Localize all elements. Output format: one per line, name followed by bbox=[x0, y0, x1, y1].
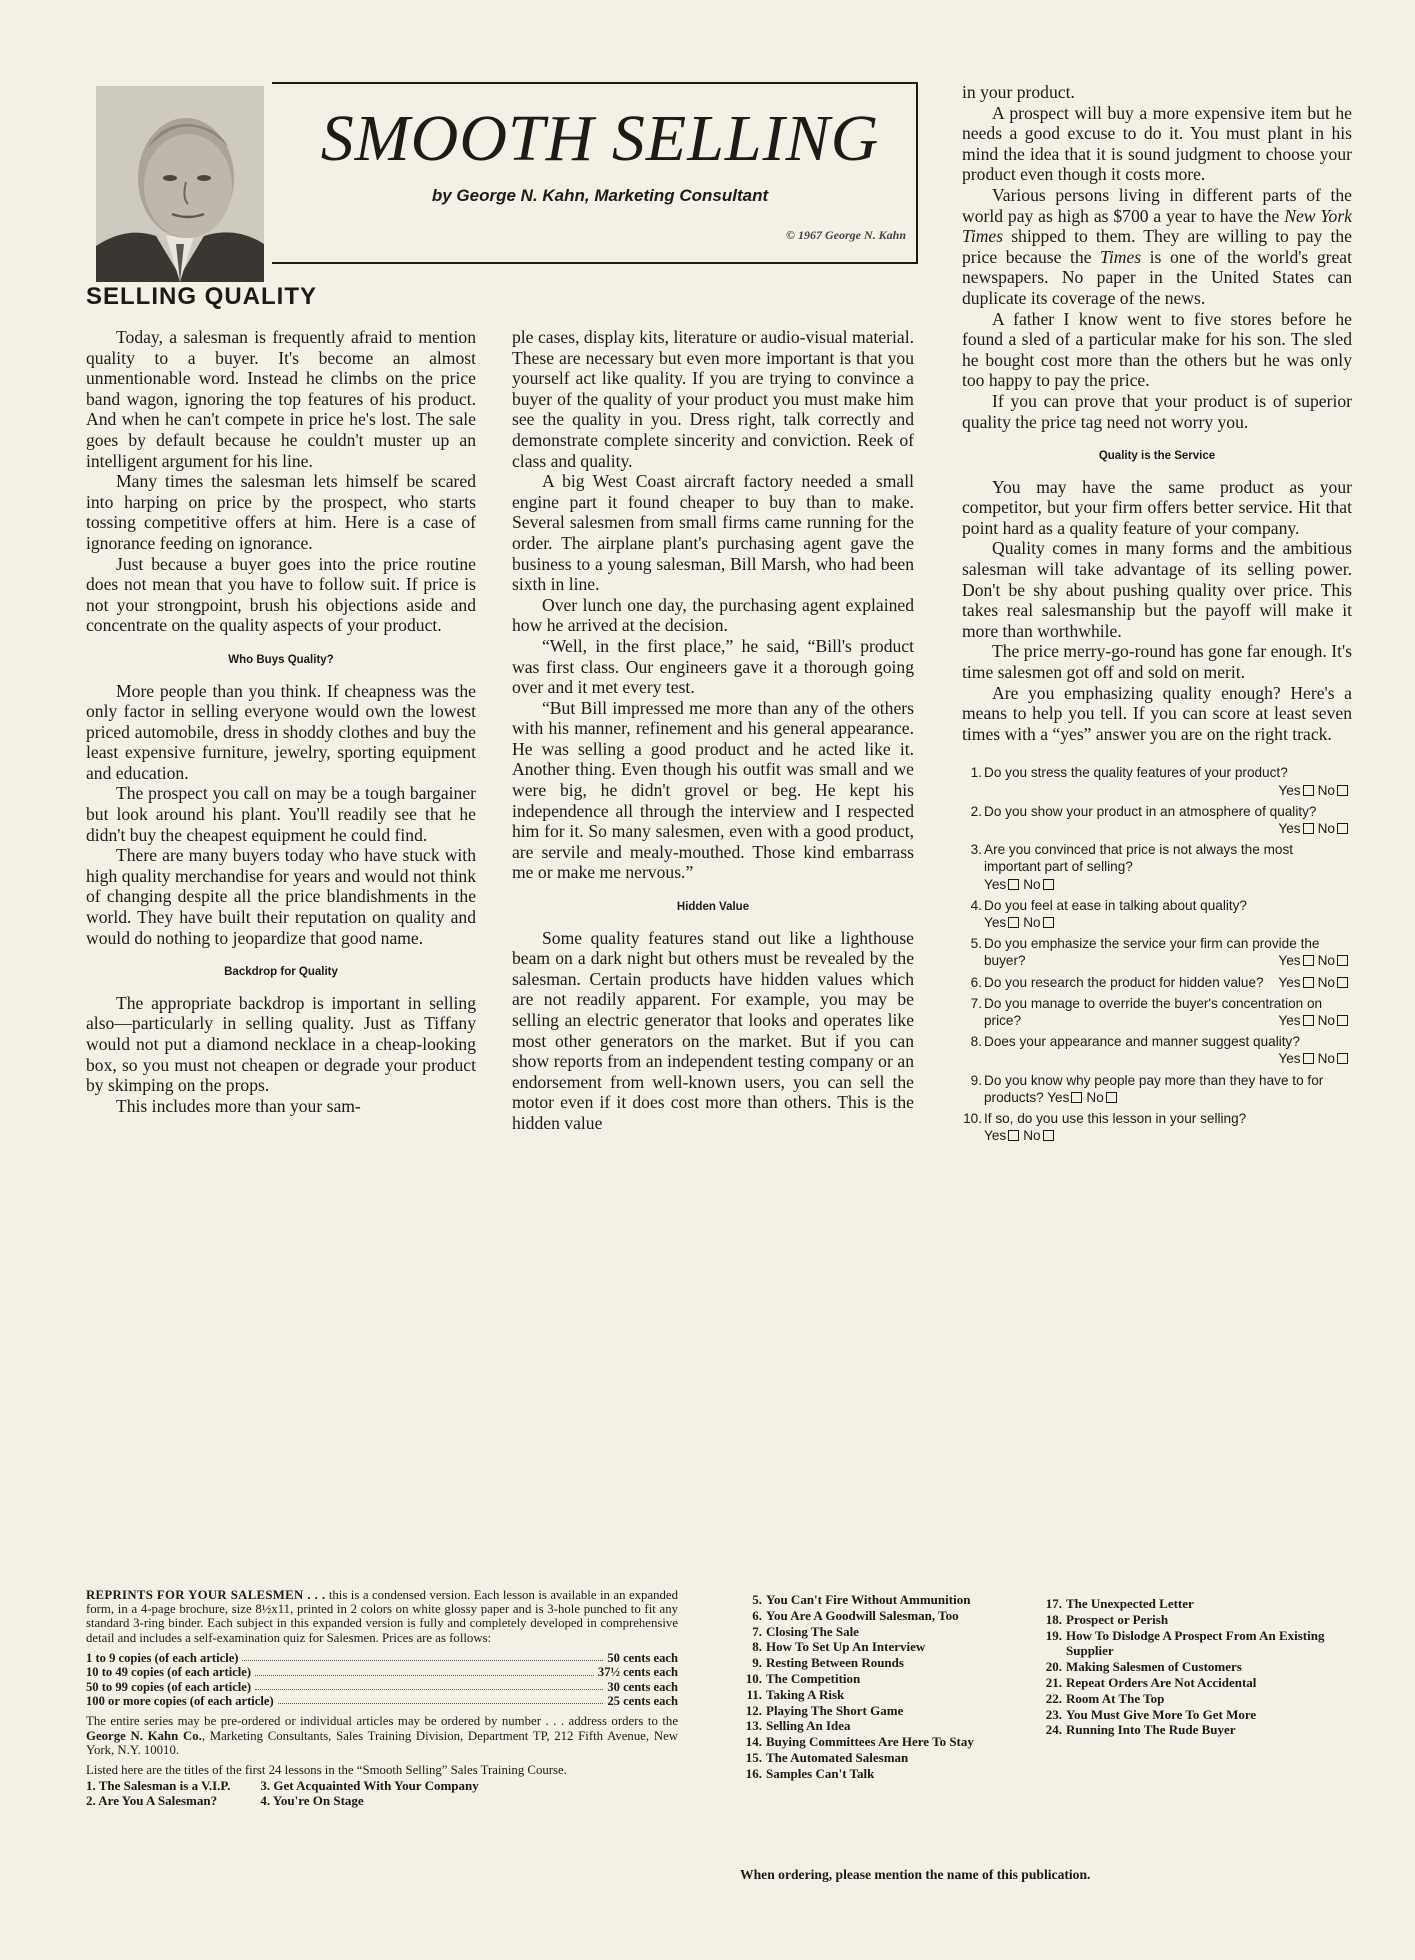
yes-label: Yes bbox=[1278, 1013, 1301, 1029]
no-checkbox[interactable] bbox=[1337, 955, 1348, 966]
question-text: Do you emphasize the service your firm can provide the buyer? bbox=[984, 936, 1320, 969]
lesson-title: How To Dislodge A Prospect From An Existing Supplier bbox=[1066, 1627, 1325, 1659]
lesson-number: 21. bbox=[1045, 1674, 1062, 1690]
publication-name: Times bbox=[1100, 246, 1142, 267]
paragraph: Today, a salesman is frequently afraid to mention quality to a buyer. It's become an almost unmentionable word. Instead he climbs on the price band wagon, ignoring the top features of his product. And when he can't compete in price he's lost. The sale goes by default because he couldn't muster up an intelligent argument for his line. bbox=[86, 327, 476, 471]
answer-options bbox=[984, 1127, 1352, 1144]
yes-checkbox[interactable] bbox=[1303, 1053, 1314, 1064]
lesson-number: 3. bbox=[260, 1778, 271, 1794]
lesson-title: The Unexpected Letter bbox=[1066, 1596, 1194, 1611]
lesson-title: The Salesman is a V.I.P. bbox=[98, 1778, 231, 1794]
byline: by George N. Kahn, Marketing Consultant bbox=[431, 186, 769, 205]
lesson-item bbox=[740, 1671, 1020, 1687]
paragraph: Just because a buyer goes into the price routine does not mean that you have to follow suit. If price is not your strongpoint, brush his objections aside and concentrate on the quality aspects of your product. bbox=[86, 553, 476, 636]
lesson-title: Running Into The Rude Buyer bbox=[1066, 1722, 1236, 1738]
lesson-number: 24. bbox=[1045, 1722, 1062, 1738]
answer-options bbox=[984, 876, 1352, 893]
lesson-number: 22. bbox=[1045, 1690, 1062, 1706]
subheading: Hidden Value bbox=[676, 901, 750, 914]
lesson-item bbox=[1040, 1659, 1330, 1675]
answer-options bbox=[984, 914, 1352, 931]
no-label: No bbox=[1086, 1089, 1104, 1105]
question-number: 6. bbox=[970, 974, 982, 990]
paragraph: There are many buyers today who have stuck with high quality merchandise for years and would not think of changing despite all the price blandishments in the world. They have built their reputation on quality and would do nothing to jeopardize that good name. bbox=[86, 845, 476, 948]
copyright-notice: © 1967 George N. Kahn bbox=[786, 228, 906, 242]
lesson-item bbox=[1040, 1707, 1330, 1723]
lesson-item bbox=[260, 1779, 478, 1793]
text-run: shipped to them. They are willing to pay the price because the bbox=[962, 226, 1352, 267]
no-checkbox[interactable] bbox=[1337, 977, 1348, 988]
lessons-first-block bbox=[86, 1779, 678, 1808]
price-quantity: 100 or more copies (of each article) bbox=[86, 1694, 274, 1709]
reprints-lead: REPRINTS FOR YOUR SALESMEN . . . bbox=[86, 1588, 326, 1602]
question-number: 4. bbox=[970, 897, 982, 913]
lessons-intro: Listed here are the titles of the first 24 lessons in the “Smooth Selling” Sales Training Course. bbox=[86, 1763, 567, 1778]
question-number: 9. bbox=[970, 1072, 982, 1088]
paragraph: More people than you think. If cheapness was the only factor in selling everyone would own the lowest priced automobile, dress in shoddy clothes and buy the least expensive furniture, jewelry, sporting equipment and education. bbox=[86, 680, 476, 783]
paragraph: A father I know went to five stores before he found a sled of a particular make for his son. The sled he bought cost more than the others but he was only too happy to pay the price. bbox=[962, 308, 1352, 391]
paragraph: Over lunch one day, the purchasing agent explained how he arrived at the decision. bbox=[512, 594, 914, 636]
lesson-number: 14. bbox=[745, 1734, 762, 1750]
leader-dots bbox=[255, 1680, 603, 1690]
question-text: Do you manage to override the buyer's concentration on price? bbox=[984, 995, 1323, 1029]
lesson-item bbox=[1040, 1596, 1330, 1612]
article-heading: SELLING QUALITY bbox=[86, 283, 317, 310]
lesson-item bbox=[740, 1734, 1020, 1750]
paragraph: A prospect will buy a more expensive item but he needs a good excuse to do it. You must plant in his mind the idea that it is sound judgment to choose your product even though it costs more. bbox=[962, 102, 1352, 185]
no-checkbox[interactable] bbox=[1337, 823, 1348, 834]
paragraph: Some quality features stand out like a lighthouse beam on a dark night but others must be revealed by the salesman. Certain products have hidden values which are not readily apparent. For example, you may be selling an electric generator that looks and operates like most other generators on the market. But if you can show reports from an independent testing company or an endorsement from well-known users, you can sell the motor even if it does cost more than others. This is the hidden value bbox=[512, 927, 914, 1133]
price-quantity: 1 to 9 copies (of each article) bbox=[86, 1650, 239, 1665]
paragraph: ple cases, display kits, literature or audio-visual material. These are necessary but even more important is that you yourself act like quality. If you are trying to convince a buyer of the quality of your product you must make him see the quality in you. Dress right, talk correctly and demonstrate complete sincerity and conviction. Reek of class and quality. bbox=[512, 327, 914, 471]
lesson-number: 13. bbox=[745, 1718, 762, 1734]
answer-options bbox=[1278, 952, 1352, 969]
lesson-item bbox=[740, 1703, 1020, 1719]
no-checkbox[interactable] bbox=[1043, 917, 1054, 928]
no-checkbox[interactable] bbox=[1337, 1053, 1348, 1064]
no-label: No bbox=[1023, 1128, 1041, 1144]
article-column-1 bbox=[86, 327, 476, 1116]
lesson-title: Are You A Salesman? bbox=[98, 1792, 218, 1808]
yes-label: Yes bbox=[984, 915, 1007, 931]
paragraph: The price merry-go-round has gone far enough. It's time salesmen got off and sold on merit. bbox=[962, 641, 1352, 683]
quiz-question bbox=[962, 1033, 1352, 1067]
lesson-item bbox=[1040, 1691, 1330, 1707]
paragraph: If you can prove that your product is of superior quality the price tag need not worry you. bbox=[962, 390, 1352, 432]
price-row bbox=[86, 1665, 678, 1679]
lesson-item bbox=[740, 1608, 1020, 1624]
lesson-title: Resting Between Rounds bbox=[766, 1655, 904, 1671]
quiz-question bbox=[962, 803, 1352, 837]
yes-checkbox[interactable] bbox=[1008, 1130, 1019, 1141]
lesson-item bbox=[740, 1766, 1020, 1782]
no-label: No bbox=[1317, 1051, 1335, 1067]
text-run: The entire series may be pre-ordered or individual articles may be ordered by number . . . address orders to the bbox=[86, 1714, 678, 1729]
text-run: is one of the world's great newspapers. No paper in the United States can duplicate its coverage of the news. bbox=[962, 246, 1353, 308]
question-text: Do you show your product in an atmosphere of quality? bbox=[984, 803, 1317, 819]
lesson-number: 10. bbox=[745, 1670, 762, 1686]
company-name: George N. Kahn Co. bbox=[86, 1728, 202, 1743]
article-column-3 bbox=[962, 82, 1352, 1148]
answer-options bbox=[1278, 782, 1352, 799]
leader-dots bbox=[242, 1651, 603, 1661]
no-label: No bbox=[1023, 876, 1041, 892]
quiz-question bbox=[962, 974, 1352, 991]
lesson-number: 2. bbox=[86, 1792, 96, 1808]
yes-checkbox[interactable] bbox=[1303, 823, 1314, 834]
quiz-question bbox=[962, 1110, 1352, 1144]
lesson-item bbox=[740, 1624, 1020, 1640]
lesson-number: 19. bbox=[1045, 1627, 1062, 1643]
lesson-title: You're On Stage bbox=[272, 1792, 364, 1808]
column-title: SMOOTH SELLING bbox=[320, 102, 880, 175]
answer-options bbox=[1278, 974, 1352, 991]
lesson-number: 6. bbox=[752, 1607, 762, 1623]
quiz-question bbox=[962, 897, 1352, 931]
quiz-question bbox=[962, 841, 1352, 893]
price-amount: 37½ cents each bbox=[597, 1665, 678, 1680]
paragraph: Quality comes in many forms and the ambitious salesman will take advantage of its selling power. Don't be shy about pushing quality over price. This takes real salesmanship but the payoff will make it more than worthwhile. bbox=[962, 538, 1352, 641]
lesson-item bbox=[740, 1655, 1020, 1671]
lesson-title: Repeat Orders Are Not Accidental bbox=[1066, 1674, 1257, 1690]
author-portrait bbox=[96, 86, 264, 282]
lesson-title: Room At The Top bbox=[1066, 1690, 1165, 1706]
question-number: 8. bbox=[970, 1034, 982, 1050]
price-quantity: 10 to 49 copies (of each article) bbox=[86, 1665, 252, 1680]
lesson-item bbox=[740, 1718, 1020, 1734]
text-run: this is a condensed version. Each lesson is available in an expanded form, in a 4-page brochure, size 8½x11, printed in 2 colors on white glossy paper and is 3-hole punched to fit any standard 3-ring binder. Each subject in this expanded version is fully and completely developed in comprehensive detail and includes a self-examination quiz for Salesmen. Prices are as follows: bbox=[86, 1588, 678, 1645]
question-text: Do you stress the quality features of your product? bbox=[984, 765, 1288, 781]
question-text: If so, do you use this lesson in your selling? bbox=[984, 1111, 1247, 1127]
yes-checkbox[interactable] bbox=[1303, 955, 1314, 966]
yes-checkbox[interactable] bbox=[1303, 785, 1314, 796]
no-label: No bbox=[1317, 821, 1335, 837]
order-instructions bbox=[86, 1714, 678, 1757]
lesson-number: 8. bbox=[752, 1639, 762, 1655]
no-checkbox[interactable] bbox=[1106, 1092, 1117, 1103]
yes-label: Yes bbox=[1278, 974, 1301, 990]
price-row bbox=[86, 1694, 678, 1708]
price-row bbox=[86, 1651, 678, 1665]
paragraph: This includes more than your sam- bbox=[116, 1095, 361, 1116]
price-list bbox=[86, 1651, 678, 1709]
lesson-item bbox=[1040, 1628, 1330, 1660]
ordering-note: When ordering, please mention the name of this publication. bbox=[740, 1867, 1091, 1882]
answer-options bbox=[1278, 1050, 1352, 1067]
lesson-title: Playing The Short Game bbox=[766, 1702, 904, 1718]
self-quiz bbox=[962, 764, 1352, 1144]
lesson-title: Prospect or Perish bbox=[1066, 1611, 1169, 1627]
lesson-number: 4. bbox=[260, 1792, 271, 1808]
lesson-item bbox=[260, 1794, 478, 1808]
question-text: Do you know why people pay more than they have to for products? bbox=[984, 1072, 1324, 1105]
lesson-number: 12. bbox=[745, 1702, 762, 1718]
lesson-title: You Are A Goodwill Salesman, Too bbox=[766, 1607, 959, 1623]
lesson-item bbox=[740, 1687, 1020, 1703]
yes-checkbox[interactable] bbox=[1303, 977, 1314, 988]
paragraph: Are you emphasizing quality enough? Here's a means to help you tell. If you can score at least seven times with a “yes” answer you are on the right track. bbox=[962, 682, 1352, 744]
lesson-number: 1. bbox=[86, 1778, 96, 1794]
lessons-list-column-1 bbox=[740, 1592, 1020, 1782]
yes-label: Yes bbox=[984, 1128, 1007, 1144]
no-label: No bbox=[1317, 782, 1335, 798]
leader-dots bbox=[278, 1694, 604, 1704]
lesson-number: 11. bbox=[746, 1686, 762, 1702]
yes-label: Yes bbox=[1278, 1051, 1301, 1067]
lesson-title: How To Set Up An Interview bbox=[766, 1639, 926, 1655]
no-label: No bbox=[1023, 915, 1041, 931]
yes-label: Yes bbox=[1278, 953, 1301, 969]
subheading: Backdrop for Quality bbox=[224, 966, 338, 979]
leader-dots bbox=[255, 1665, 594, 1675]
question-text: Does your appearance and manner suggest quality? bbox=[984, 1034, 1300, 1050]
question-number: 1. bbox=[970, 765, 982, 781]
answer-options bbox=[1278, 1012, 1352, 1029]
lesson-item bbox=[740, 1750, 1020, 1766]
lesson-title: Get Acquainted With Your Company bbox=[273, 1778, 479, 1794]
no-label: No bbox=[1317, 1013, 1335, 1029]
yes-label: Yes bbox=[984, 876, 1007, 892]
no-label: No bbox=[1317, 953, 1335, 969]
no-checkbox[interactable] bbox=[1337, 1015, 1348, 1026]
yes-label: Yes bbox=[1278, 821, 1301, 837]
price-amount: 25 cents each bbox=[607, 1694, 678, 1709]
lesson-number: 7. bbox=[752, 1623, 762, 1639]
article-column-2 bbox=[512, 327, 914, 1134]
lesson-title: Buying Committees Are Here To Stay bbox=[766, 1734, 974, 1750]
price-amount: 30 cents each bbox=[607, 1679, 678, 1694]
no-checkbox[interactable] bbox=[1043, 1130, 1054, 1141]
lesson-item bbox=[86, 1779, 230, 1793]
subheading: Quality is the Service bbox=[1098, 450, 1216, 463]
no-checkbox[interactable] bbox=[1337, 785, 1348, 796]
author-portrait-image bbox=[96, 86, 264, 282]
lesson-number: 18. bbox=[1045, 1611, 1062, 1627]
lesson-item bbox=[1040, 1722, 1330, 1738]
paragraph: “But Bill impressed me more than any of the others with his manner, refinement and his general appearance. He was selling a good product and he acted like it. Another thing. Even though his outfit was small and we were big, he didn't grovel or beg. He kept his independence all through the interview and I respected him for it. So many salesmen, even with a good product, are servile and mealy-mouthed. Those kind embarrass me or make me nervous.” bbox=[512, 697, 914, 883]
publication-name: New York Times bbox=[962, 205, 1352, 247]
lesson-item bbox=[1040, 1612, 1330, 1628]
question-number: 5. bbox=[970, 936, 982, 952]
question-text: Do you research the product for hidden value? bbox=[984, 974, 1264, 990]
answer-options bbox=[1278, 820, 1352, 837]
question-number: 10. bbox=[963, 1111, 982, 1127]
price-row bbox=[86, 1680, 678, 1694]
lessons-subcolumn bbox=[86, 1779, 230, 1808]
reprints-notice bbox=[86, 1588, 678, 1808]
lesson-title: Closing The Sale bbox=[766, 1623, 859, 1639]
paragraph: A big West Coast aircraft factory needed a small engine part it found cheaper to buy than to make. Several salesmen from small firms came running for the order. The airplane plant's purchasing agent gave the business to a young salesman, Bill Marsh, who had been sixth in line. bbox=[512, 471, 914, 595]
lesson-title: Selling An Idea bbox=[766, 1718, 851, 1734]
no-checkbox[interactable] bbox=[1043, 879, 1054, 890]
lesson-item bbox=[740, 1639, 1020, 1655]
lesson-number: 20. bbox=[1045, 1659, 1062, 1675]
paragraph: The prospect you call on may be a tough bargainer but look around his plant. You'll readily see that he didn't buy the cheapest equipment he could find. bbox=[86, 783, 476, 845]
yes-checkbox[interactable] bbox=[1008, 879, 1019, 890]
lesson-number: 17. bbox=[1045, 1596, 1062, 1611]
lesson-title: You Must Give More To Get More bbox=[1066, 1706, 1257, 1722]
lesson-item bbox=[740, 1592, 1020, 1608]
question-number: 2. bbox=[970, 803, 982, 819]
paragraph bbox=[962, 185, 1352, 309]
lesson-title: The Competition bbox=[766, 1670, 861, 1686]
lesson-title: Taking A Risk bbox=[766, 1686, 845, 1702]
lesson-number: 5. bbox=[752, 1592, 762, 1607]
question-text: Are you convinced that price is not always the most important part of selling? bbox=[984, 842, 1294, 875]
paragraph: in your product. bbox=[962, 82, 1075, 102]
lesson-number: 23. bbox=[1045, 1706, 1062, 1722]
answer-options bbox=[1047, 1090, 1121, 1105]
yes-checkbox[interactable] bbox=[1008, 917, 1019, 928]
no-label: No bbox=[1317, 974, 1335, 990]
paragraph: Many times the salesman lets himself be scared into harping on price by the prospect, who starts tossing competitive offers at him. Here is a case of ignorance feeding on ignorance. bbox=[86, 471, 476, 553]
text-run: Various persons living in different parts of the world pay as high as $700 a year to have the bbox=[962, 184, 1352, 226]
paragraph: You may have the same product as your competitor, but your firm offers better service. Hit that point hard as a quality feature of your company. bbox=[962, 476, 1352, 538]
question-number: 3. bbox=[970, 842, 982, 858]
paragraph: The appropriate backdrop is important in selling also—particularly in selling quality. Just as Tiffany would not put a diamond necklace in a cheap-looking box, so you must not cheapen or degrade your product by skimping on the props. bbox=[86, 992, 476, 1096]
lesson-number: 15. bbox=[745, 1749, 762, 1765]
text-run: , Marketing Consultants, Sales Training Division, Department TP, 212 Fifth Avenue, New York, N.Y. 10010. bbox=[86, 1728, 678, 1757]
question-number: 7. bbox=[970, 995, 982, 1011]
lesson-title: Samples Can't Talk bbox=[766, 1765, 875, 1781]
lesson-title: Making Salesmen of Customers bbox=[1066, 1659, 1242, 1675]
paragraph: “Well, in the first place,” he said, “Bill's product was first class. Our engineers gave it a thorough going over and it met every test. bbox=[512, 635, 914, 698]
lesson-number: 16. bbox=[745, 1765, 762, 1781]
price-amount: 50 cents each bbox=[607, 1650, 678, 1665]
question-text: Do you feel at ease in talking about quality? bbox=[984, 897, 1247, 913]
quiz-question bbox=[962, 764, 1352, 798]
subheading: Who Buys Quality? bbox=[228, 653, 334, 666]
quiz-question bbox=[962, 935, 1352, 969]
lesson-title: You Can't Fire Without Ammunition bbox=[766, 1592, 971, 1607]
quiz-question bbox=[962, 1072, 1352, 1106]
lesson-number: 9. bbox=[752, 1655, 762, 1671]
yes-checkbox[interactable] bbox=[1303, 1015, 1314, 1026]
lesson-item bbox=[1040, 1675, 1330, 1691]
quiz-question bbox=[962, 995, 1352, 1029]
lesson-item bbox=[86, 1794, 230, 1808]
yes-checkbox[interactable] bbox=[1071, 1092, 1082, 1103]
yes-label: Yes bbox=[1278, 782, 1301, 798]
reprints-intro bbox=[86, 1588, 678, 1645]
price-quantity: 50 to 99 copies (of each article) bbox=[86, 1679, 252, 1694]
lessons-subcolumn bbox=[260, 1779, 478, 1808]
yes-label: Yes bbox=[1047, 1089, 1070, 1105]
lesson-title: The Automated Salesman bbox=[766, 1749, 909, 1765]
lessons-list-column-2 bbox=[1040, 1596, 1330, 1738]
